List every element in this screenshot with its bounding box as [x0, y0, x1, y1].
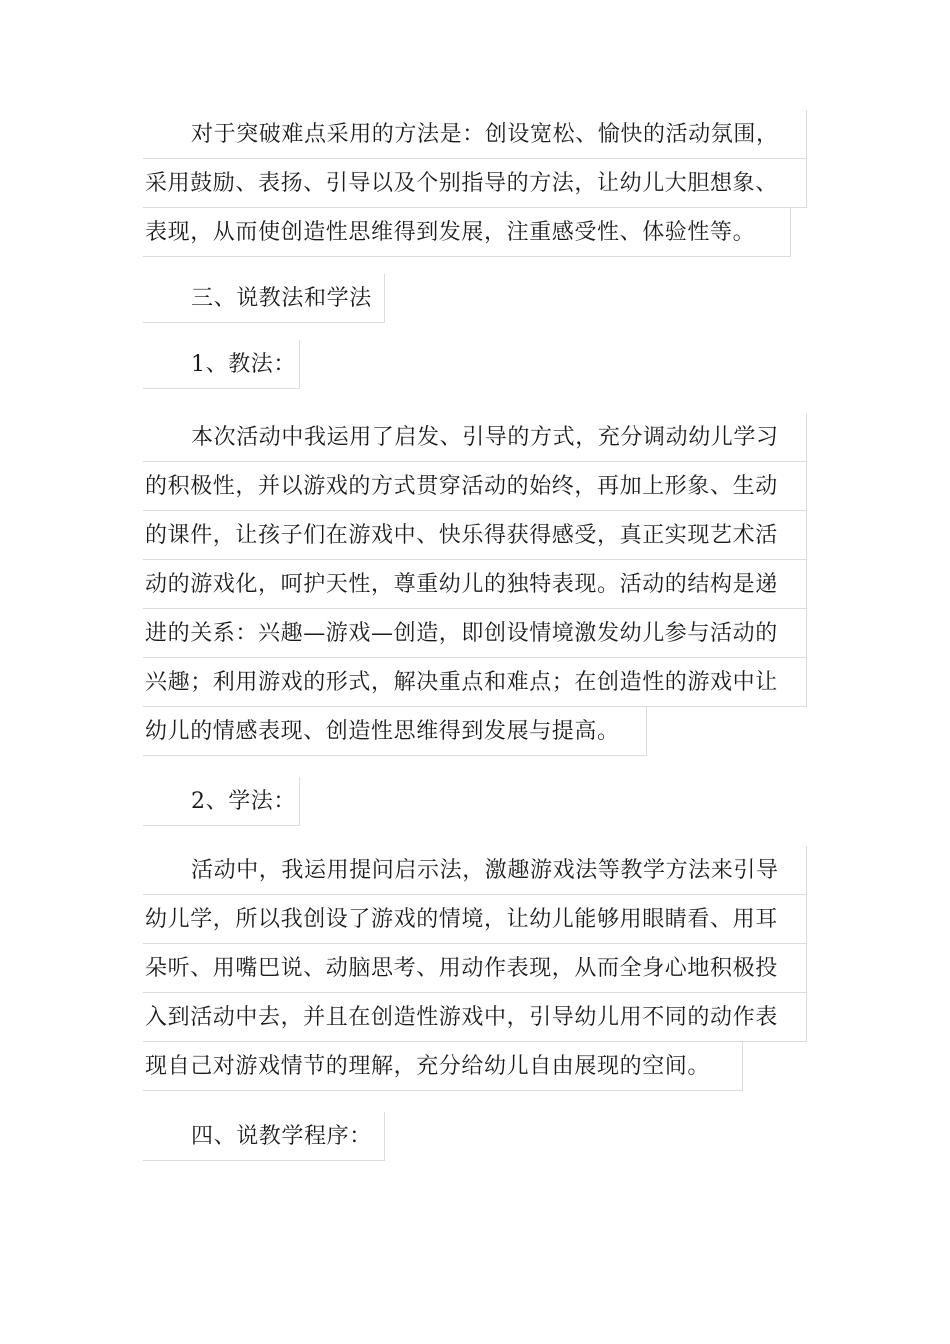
text-line: 幼儿学，所以我创设了游戏的情境，让幼儿能够用眼睛看、用耳	[143, 895, 807, 944]
text-line: 的积极性，并以游戏的方式贯穿活动的始终，再加上形象、生动	[143, 462, 807, 511]
text-line: 兴趣；利用游戏的形式，解决重点和难点；在创造性的游戏中让	[143, 658, 807, 707]
subheading-learning	[143, 777, 807, 826]
text-line: 动的游戏化，呵护天性，尊重幼儿的独特表现。活动的结构是递	[143, 560, 807, 609]
heading-text: 四、说教学程序：	[143, 1112, 385, 1161]
text-line: 现自己对游戏情节的理解，充分给幼儿自由展现的空间。	[143, 1042, 743, 1091]
text-line: 朵听、用嘴巴说、动脑思考、用动作表现，从而全身心地积极投	[143, 944, 807, 993]
subheading-text: 2、学法：	[143, 777, 300, 826]
subheading-teaching	[143, 340, 807, 389]
text-line: 幼儿的情感表现、创造性思维得到发展与提高。	[143, 707, 647, 756]
section-heading-3	[143, 274, 807, 323]
text-line: 活动中，我运用提问启示法，激趣游戏法等教学方法来引导	[143, 846, 807, 895]
text-line: 本次活动中我运用了启发、引导的方式，充分调动幼儿学习	[143, 413, 807, 462]
heading-text: 三、说教法和学法	[143, 274, 385, 323]
text-line: 进的关系：兴趣—游戏—创造，即创设情境激发幼儿参与活动的	[143, 609, 807, 658]
paragraph-teaching-method	[143, 413, 807, 756]
subheading-text: 1、教法：	[143, 340, 300, 389]
text-line: 采用鼓励、表扬、引导以及个别指导的方法，让幼儿大胆想象、	[143, 159, 807, 208]
paragraph-difficulty-method	[143, 110, 807, 257]
text-line: 的课件，让孩子们在游戏中、快乐得获得感受，真正实现艺术活	[143, 511, 807, 560]
text-line: 表现，从而使创造性思维得到发展，注重感受性、体验性等。	[143, 208, 791, 257]
section-heading-4	[143, 1112, 807, 1161]
paragraph-learning-method	[143, 846, 807, 1091]
text-line: 入到活动中去，并且在创造性游戏中，引导幼儿用不同的动作表	[143, 993, 807, 1042]
text-line: 对于突破难点采用的方法是：创设宽松、愉快的活动氛围，	[143, 110, 807, 159]
